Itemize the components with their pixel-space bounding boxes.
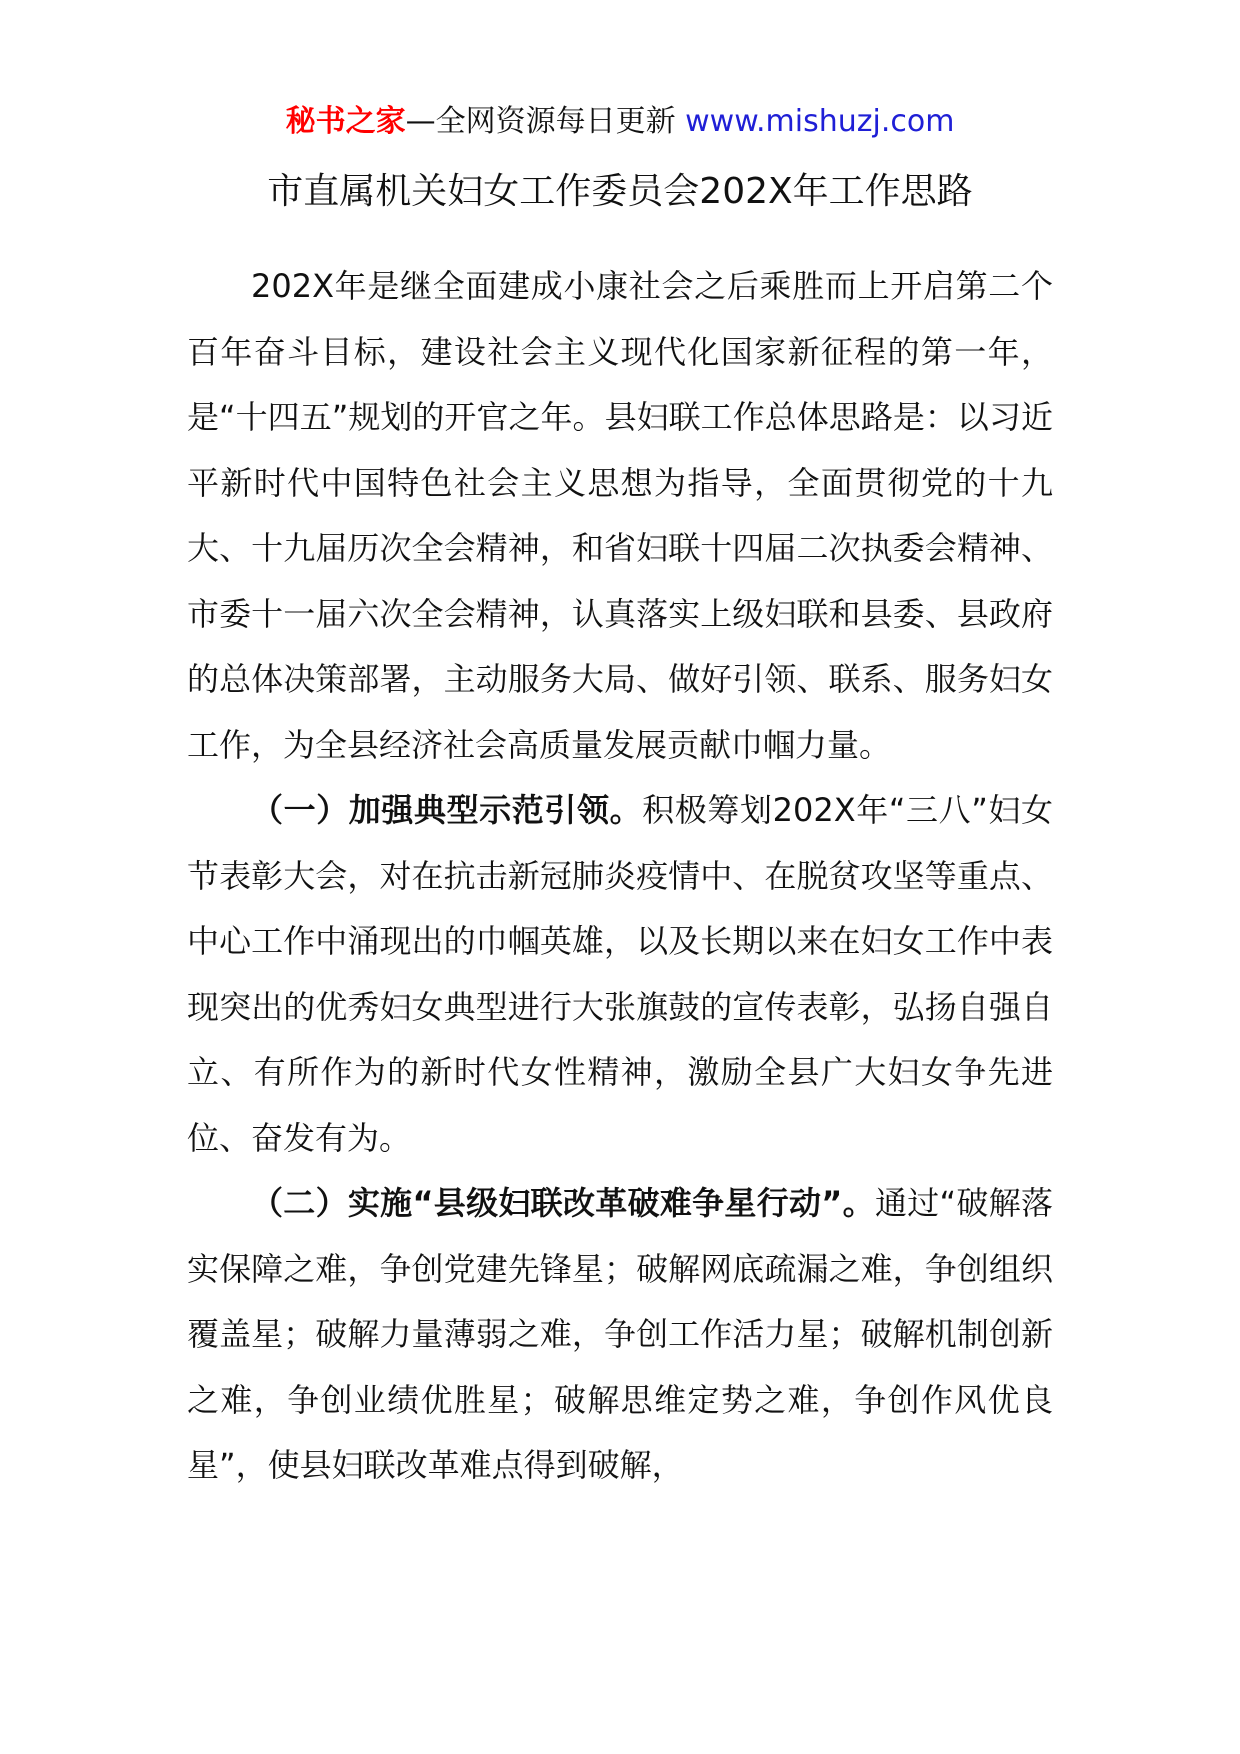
document-title: 市直属机关妇女工作委员会202X年工作思路 — [267, 171, 973, 212]
paragraph-text: 积极筹划202X年“三八”妇女节表彰大会，对在抗击新冠肺炎疫情中、在脱贫攻坚等重点、中心工作中涌现出的巾帼英雄，以及长期以来在妇女工作中表现突出的优秀妇女典型进行大张旗鼓的宣传表彰，弘扬自强自立、有所作为的新时代女性精神，激励全县广大妇女争先进位、奋发有为。 — [187, 791, 1053, 1157]
header-tagline: —全网资源每日更新 — [405, 104, 686, 139]
paragraph-text: 202X年是继全面建成小康社会之后乘胜而上开启第二个百年奋斗目标，建设社会主义现代化国家新征程的第一年，是“十四五”规划的开官之年。县妇联工作总体思路是：以习近平新时代中国特色社会主义思想为指导，全面贯彻党的十九大、十九届历次全会精神，和省妇联十四届二次执委会精神、市委十一届六次全会精神，认真落实上级妇联和县委、县政府的总体决策部署，主动服务大局、做好引领、联系、服务妇女工作，为全县经济社会高质量发展贡献巾帼力量。 — [187, 267, 1053, 764]
paragraph-text: 通过“破解落实保障之难，争创党建先锋星；破解网底疏漏之难，争创组织覆盖星；破解力量薄弱之难，争创工作活力星；破解机制创新之难，争创业绩优胜星；破解思维定势之难，争创作风优良星”，使县妇联改革难点得到破解， — [187, 1184, 1053, 1484]
paragraph-section-2 — [187, 1171, 1053, 1499]
paragraph-section-1 — [187, 778, 1053, 1171]
paragraph-heading: （二）实施“县级妇联改革破难争星行动”。 — [251, 1184, 875, 1222]
paragraph-heading: （一）加强典型示范引领。 — [251, 791, 643, 829]
paragraph-intro — [187, 254, 1053, 778]
site-url-link[interactable]: www.mishuzj.com — [685, 104, 955, 139]
site-header — [0, 102, 1240, 142]
document-body — [187, 254, 1053, 1499]
brand-name: 秘书之家 — [285, 104, 406, 139]
